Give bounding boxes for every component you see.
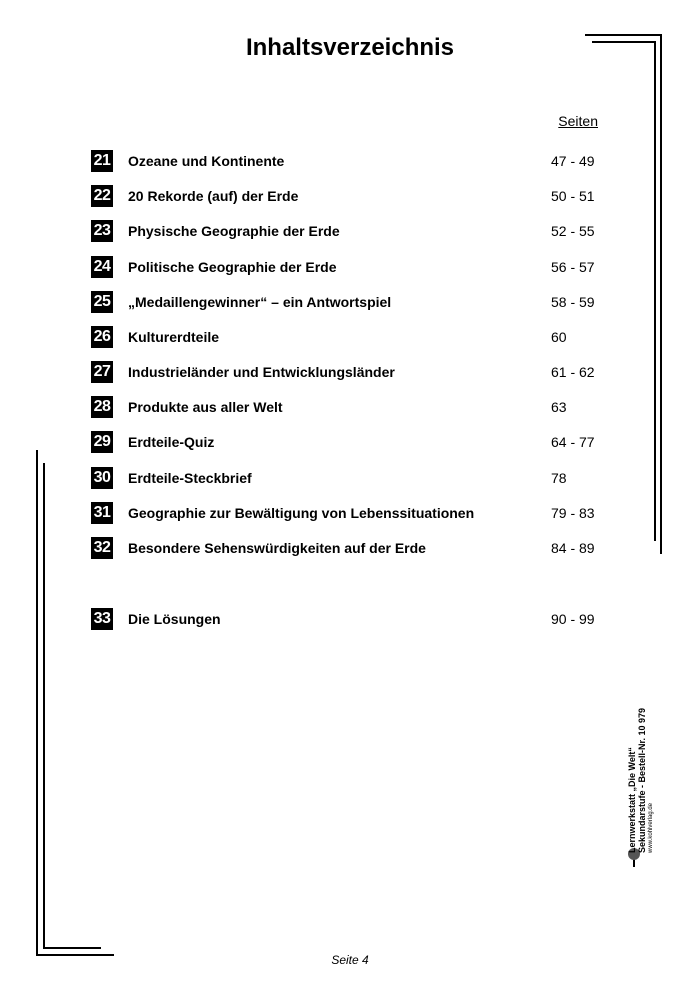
chapter-title: Erdteile-Steckbrief (128, 470, 252, 486)
toc-entry (91, 185, 611, 207)
chapter-pages: 78 (551, 470, 567, 486)
publisher-url: www.kohlverlag.de (648, 802, 654, 853)
chapter-title: Ozeane und Kontinente (128, 153, 285, 169)
chapter-number-badge: 27 (91, 361, 113, 383)
pages-column-header: Seiten (558, 113, 598, 129)
frame-line (660, 34, 662, 554)
chapter-number-badge: 26 (91, 326, 113, 348)
toc-entry (91, 608, 611, 630)
frame-line (585, 34, 662, 36)
frame-line (43, 947, 101, 949)
order-number: Sekundarstufe - Bestell-Nr. 10 979 (637, 707, 647, 853)
chapter-pages: 60 (551, 329, 567, 345)
frame-line (36, 450, 38, 956)
chapter-number-badge: 33 (91, 608, 113, 630)
chapter-pages: 84 - 89 (551, 540, 595, 556)
chapter-title: Produkte aus aller Welt (128, 399, 283, 415)
publisher-info (627, 643, 655, 853)
chapter-pages: 61 - 62 (551, 364, 595, 380)
chapter-number-badge: 23 (91, 220, 113, 242)
chapter-pages: 58 - 59 (551, 294, 595, 310)
frame-line (654, 41, 656, 541)
chapter-number-badge: 21 (91, 150, 113, 172)
chapter-number-badge: 31 (91, 502, 113, 524)
chapter-title: Erdteile-Quiz (128, 434, 215, 450)
chapter-title: Politische Geographie der Erde (128, 259, 337, 275)
chapter-title: Kulturerdteile (128, 329, 220, 345)
chapter-number-badge: 22 (91, 185, 113, 207)
chapter-title: Die Lösungen (128, 611, 221, 627)
toc-entry (91, 502, 611, 524)
toc-entry (91, 431, 611, 453)
chapter-title: Geographie zur Bewältigung von Lebenssituationen (128, 505, 475, 521)
chapter-title: 20 Rekorde (auf) der Erde (128, 188, 299, 204)
chapter-number-badge: 32 (91, 537, 113, 559)
toc-entry (91, 326, 611, 348)
page-footer: Seite 4 (331, 953, 369, 967)
chapter-pages: 56 - 57 (551, 259, 595, 275)
toc-entry (91, 150, 611, 172)
chapter-pages: 52 - 55 (551, 223, 595, 239)
chapter-number-badge: 28 (91, 396, 113, 418)
chapter-title: Besondere Sehenswürdigkeiten auf der Erde (128, 540, 426, 556)
toc-entry (91, 256, 611, 278)
toc-entry (91, 291, 611, 313)
toc-entry (91, 396, 611, 418)
frame-line (592, 41, 655, 43)
toc-entry (91, 220, 611, 242)
publisher-sidebar (627, 645, 667, 880)
chapter-pages: 63 (551, 399, 567, 415)
toc-entry (91, 537, 611, 559)
page-title: Inhaltsverzeichnis (245, 34, 455, 61)
chapter-number-badge: 24 (91, 256, 113, 278)
chapter-title: „Medaillengewinner“ – ein Antwortspiel (128, 294, 392, 310)
chapter-pages: 47 - 49 (551, 153, 595, 169)
chapter-title: Physische Geographie der Erde (128, 223, 340, 239)
chapter-number-badge: 25 (91, 291, 113, 313)
chapter-number-badge: 30 (91, 467, 113, 489)
chapter-pages: 90 - 99 (551, 611, 595, 627)
chapter-pages: 50 - 51 (551, 188, 595, 204)
toc-entry (91, 467, 611, 489)
chapter-number-badge: 29 (91, 431, 113, 453)
toc-entry (91, 361, 611, 383)
chapter-title: Industrieländer und Entwicklungsländer (128, 364, 395, 380)
chapter-pages: 79 - 83 (551, 505, 595, 521)
chapter-pages: 64 - 77 (551, 434, 595, 450)
frame-line (43, 463, 45, 949)
product-title: Lernwerkstatt „Die Welt“ (627, 747, 637, 853)
